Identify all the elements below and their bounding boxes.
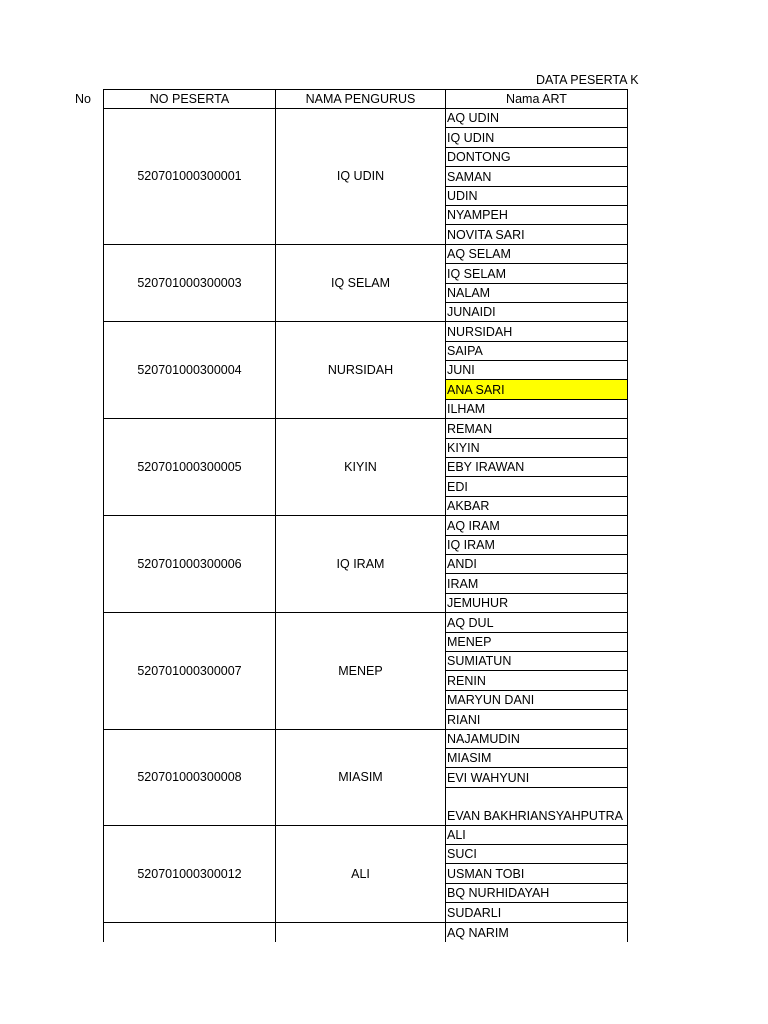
nama-pengurus-cell[interactable]: ALI <box>276 825 446 922</box>
no-peserta-cell[interactable]: 520701000300006 <box>104 516 276 613</box>
header-row <box>104 90 628 109</box>
nama-art-cell[interactable]: BQ NURHIDAYAH <box>446 883 628 902</box>
nama-art-cell[interactable]: NYAMPEH <box>446 205 628 224</box>
nama-art-cell[interactable]: SAIPA <box>446 341 628 360</box>
nama-art-cell[interactable]: EVI WAHYUNI <box>446 768 628 787</box>
nama-art-cell[interactable]: JUNI <box>446 361 628 380</box>
nama-art-cell[interactable]: SUMIATUN <box>446 651 628 670</box>
sheet-title: DATA PESERTA K <box>536 73 639 87</box>
nama-art-cell[interactable]: USMAN TOBI <box>446 864 628 883</box>
nama-art-cell[interactable]: EVAN BAKHRIANSYAHPUTRA <box>446 787 628 825</box>
table-row <box>104 613 628 632</box>
table-row <box>104 244 628 263</box>
nama-pengurus-cell[interactable]: NURSIDAH <box>276 322 446 419</box>
column-header-nama-pengurus[interactable]: NAMA PENGURUS <box>276 90 446 109</box>
column-header-nama-art[interactable]: Nama ART <box>446 90 628 109</box>
nama-art-cell[interactable]: AQ UDIN <box>446 109 628 128</box>
nama-art-cell[interactable]: SUCI <box>446 845 628 864</box>
nama-pengurus-cell[interactable]: KIYIN <box>276 419 446 516</box>
table-row <box>104 516 628 535</box>
no-peserta-cell[interactable]: 520701000300007 <box>104 613 276 729</box>
participant-table <box>103 89 628 942</box>
nama-art-cell[interactable]: RIANI <box>446 710 628 729</box>
nama-art-cell[interactable]: NURSIDAH <box>446 322 628 341</box>
nama-art-cell[interactable]: JUNAIDI <box>446 302 628 321</box>
nama-art-cell[interactable]: IQ IRAM <box>446 535 628 554</box>
nama-art-cell[interactable]: NAJAMUDIN <box>446 729 628 748</box>
nama-art-cell[interactable]: ILHAM <box>446 399 628 418</box>
table-body <box>104 109 628 942</box>
no-peserta-cell[interactable]: 520701000300005 <box>104 419 276 516</box>
no-peserta-cell[interactable]: 520701000300012 <box>104 825 276 922</box>
nama-pengurus-cell[interactable]: IQ UDIN <box>276 109 446 245</box>
nama-art-cell[interactable]: AQ SELAM <box>446 244 628 263</box>
nama-art-cell[interactable]: KIYIN <box>446 438 628 457</box>
no-peserta-cell[interactable] <box>104 922 276 942</box>
nama-art-cell[interactable]: ANDI <box>446 554 628 573</box>
table-row <box>104 322 628 341</box>
no-peserta-cell[interactable]: 520701000300004 <box>104 322 276 419</box>
nama-art-cell[interactable]: RENIN <box>446 671 628 690</box>
nama-art-cell[interactable]: IQ SELAM <box>446 264 628 283</box>
table-row <box>104 922 628 942</box>
nama-art-cell[interactable]: REMAN <box>446 419 628 438</box>
table-row <box>104 825 628 844</box>
table-row <box>104 729 628 748</box>
table-row <box>104 109 628 128</box>
nama-art-cell[interactable]: IRAM <box>446 574 628 593</box>
nama-art-cell[interactable]: EBY IRAWAN <box>446 458 628 477</box>
nama-art-cell[interactable]: ANA SARI <box>446 380 628 399</box>
nama-art-cell[interactable]: MARYUN DANI <box>446 690 628 709</box>
nama-art-cell[interactable]: IQ UDIN <box>446 128 628 147</box>
nama-pengurus-cell[interactable] <box>276 922 446 942</box>
nama-art-cell[interactable]: MIASIM <box>446 748 628 767</box>
nama-art-cell[interactable]: MENEP <box>446 632 628 651</box>
nama-art-cell[interactable]: NALAM <box>446 283 628 302</box>
nama-art-cell[interactable]: ALI <box>446 825 628 844</box>
nama-pengurus-cell[interactable]: MIASIM <box>276 729 446 825</box>
nama-art-cell[interactable]: AQ NARIM <box>446 922 628 942</box>
nama-art-cell[interactable]: SUDARLI <box>446 903 628 922</box>
column-header-no-peserta[interactable]: NO PESERTA <box>104 90 276 109</box>
nama-art-cell[interactable]: DONTONG <box>446 147 628 166</box>
nama-art-cell[interactable]: JEMUHUR <box>446 593 628 612</box>
nama-pengurus-cell[interactable]: IQ IRAM <box>276 516 446 613</box>
nama-pengurus-cell[interactable]: IQ SELAM <box>276 244 446 322</box>
nama-art-cell[interactable]: AQ IRAM <box>446 516 628 535</box>
nama-art-cell[interactable]: AKBAR <box>446 496 628 515</box>
nama-pengurus-cell[interactable]: MENEP <box>276 613 446 729</box>
column-header-no: No <box>75 92 91 106</box>
nama-art-cell[interactable]: EDI <box>446 477 628 496</box>
no-peserta-cell[interactable]: 520701000300003 <box>104 244 276 322</box>
nama-art-cell[interactable]: UDIN <box>446 186 628 205</box>
nama-art-cell[interactable]: NOVITA SARI <box>446 225 628 244</box>
no-peserta-cell[interactable]: 520701000300001 <box>104 109 276 245</box>
no-peserta-cell[interactable]: 520701000300008 <box>104 729 276 825</box>
nama-art-cell[interactable]: AQ DUL <box>446 613 628 632</box>
table-row <box>104 419 628 438</box>
nama-art-cell[interactable]: SAMAN <box>446 167 628 186</box>
